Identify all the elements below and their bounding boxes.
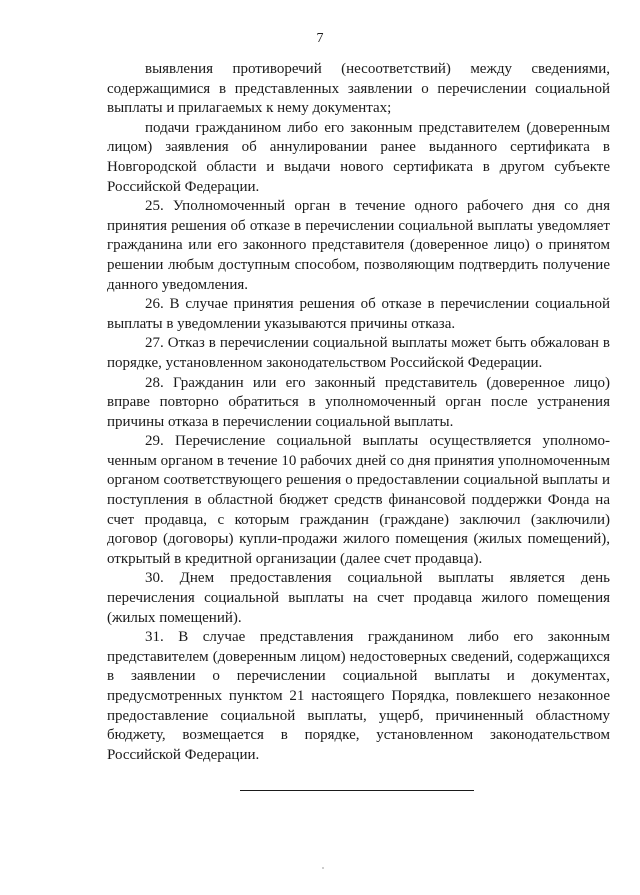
paragraph-clause-29: 29. Перечисление социальной выплаты осуществляется уполномоченным органом в течение 10 рабочих дней со дня принятия уполномоченным органом соответствующего решения о предоставлении социальной выплаты и поступления в областной бюджет средств финансовой поддержки Фонда на счет продавца, с которым гражданин (граждане) заключил (заключили) договор (договоры) купли-продажи жилого помещения (жилых помещений), открытый в кредитной организации (далее счет продавца).	[107, 433, 610, 567]
paragraph-clause-25: 25. Уполномоченный орган в течение одного рабочего дня со дня принятия решения об отказе в перечислении социальной выплаты уведомляет гражданина или его законного представителя (доверенное лицо) о принятом решении любым доступным способом, позволяющим подтвердить получение данного уведомления.	[107, 198, 610, 293]
paragraph-item-certificate-annulment: подачи гражданином либо его законным представителем (доверенным лицом) заявления об аннулировании ранее выданного сертификата в Новгородской области и выдачи нового сертификата в другом субъекте Российской Федерации.	[107, 119, 610, 195]
end-rule-divider	[240, 790, 474, 791]
body-text	[107, 60, 610, 765]
paragraph-clause-27: 27. Отказ в перечислении социальной выплаты может быть обжалован в порядке, установленном законодательством Российской Федерации.	[107, 335, 610, 371]
paragraph-item-contradictions: выявления противоречий (несоответствий) между сведениями, содержащимися в представленных заявлении о перечислении социальной выплаты и прилагаемых к нему документах;	[107, 61, 610, 117]
paragraph-clause-30: 30. Днем предоставления социальной выплаты является день перечисления социальной выплаты на счет продавца жилого помещения (жилых помещений).	[107, 570, 610, 626]
page-number: 7	[316, 31, 324, 46]
scan-speck	[322, 867, 324, 869]
paragraph-clause-31: 31. В случае представления гражданином либо его законным представителем (доверенным лицом) недостоверных сведений, содержащихся в заявлении о перечислении социальной выплаты и документах, предусмотренных пунктом 21 настоящего Порядка, повлекшего незаконное предоставление социальной выплаты, ущерб, причиненный областному бюджету, возмещается в порядке, установленном законодательством Российской Федерации.	[107, 629, 610, 763]
paragraph-clause-26: 26. В случае принятия решения об отказе в перечислении социальной выплаты в уведомлении указываются причины отказа.	[107, 296, 610, 332]
paragraph-clause-28: 28. Гражданин или его законный представитель (доверенное лицо) вправе повторно обратиться в уполномоченный орган после устранения причины отказа в перечислении социальной выплаты.	[107, 374, 610, 430]
